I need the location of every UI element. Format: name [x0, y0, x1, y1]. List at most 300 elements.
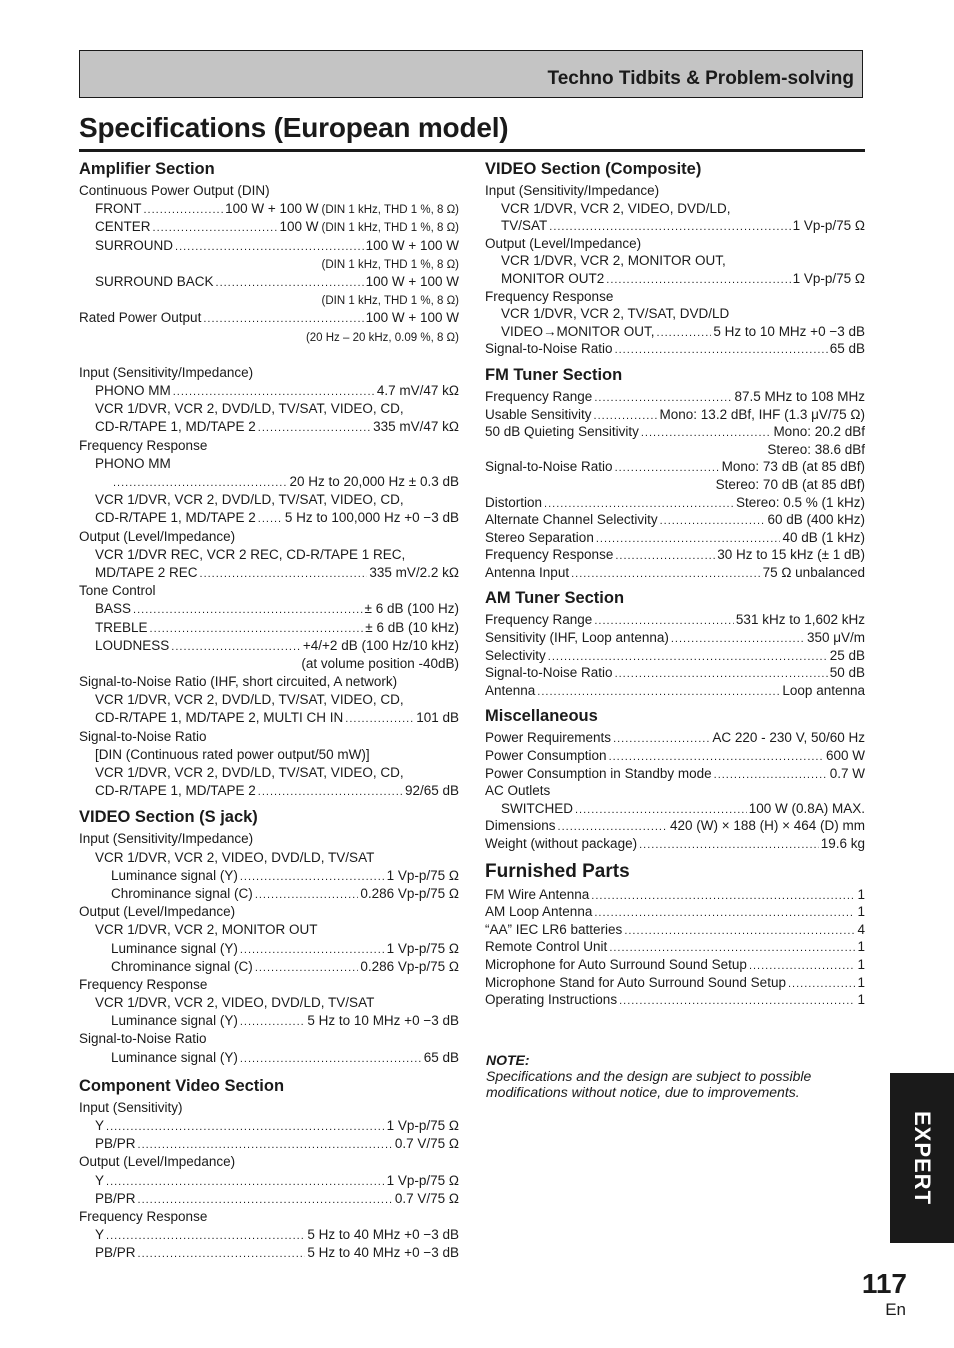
spec-label: MONITOR OUT2: [501, 270, 605, 286]
dot-leader: [138, 1245, 306, 1262]
dot-leader: [544, 496, 734, 512]
spec-label: AM Loop Antenna: [485, 904, 593, 920]
dot-leader: [258, 419, 371, 436]
spec-label: FM Wire Antenna: [485, 886, 590, 902]
spec-row: [485, 235, 865, 253]
chapter-header-bar: [79, 50, 863, 98]
spec-row: [79, 491, 459, 509]
spec-label: Frequency Response: [485, 547, 614, 563]
spec-value: 1 Vp-p/75 Ω: [792, 270, 865, 286]
spec-label: Microphone for Auto Surround Sound Setup: [485, 956, 747, 972]
spec-row: [79, 1153, 459, 1171]
spec-value: 335 mV/47 kΩ: [373, 419, 459, 435]
spec-row: [485, 388, 865, 406]
spec-row: [485, 800, 865, 818]
spec-row: [485, 629, 865, 647]
dot-leader: [575, 802, 747, 818]
spec-row: [485, 991, 865, 1009]
spec-value: 0.286 Vp-p/75 Ω: [360, 958, 459, 974]
spec-row: [79, 958, 459, 976]
spec-label: Input (Sensitivity/Impedance): [79, 831, 254, 847]
dot-leader: [537, 684, 780, 700]
spec-label: Frequency Response: [79, 1208, 208, 1224]
dot-leader: [113, 474, 287, 491]
spec-row: [79, 764, 459, 782]
spec-row: [79, 903, 459, 921]
spec-value: 87.5 MHz to 108 MHz: [734, 388, 865, 404]
spec-value: 100 W + 100 W: [365, 237, 459, 253]
spec-label: VCR 1/DVR, VCR 2, DVD/LD, TV/SAT, VIDEO, CD,: [95, 492, 404, 508]
dot-leader: [255, 886, 359, 903]
spec-label: VCR 1/DVR, VCR 2, DVD/LD, TV/SAT, VIDEO, CD,: [95, 401, 404, 417]
spec-label: CD-R/TAPE 1, MD/TAPE 2: [95, 783, 256, 799]
section-title: Amplifier Section: [79, 160, 215, 178]
spec-label: Frequency Range: [485, 612, 593, 628]
spec-row: [485, 682, 865, 700]
spec-value: 65 dB: [829, 341, 865, 357]
spec-row: [79, 709, 459, 727]
dot-leader: [714, 767, 828, 783]
spec-label: Power Consumption: [485, 748, 607, 764]
spec-value: ± 6 dB (10 kHz): [365, 619, 459, 635]
spec-row: [79, 728, 459, 746]
spec-row: [79, 1049, 459, 1067]
spec-label: SURROUND BACK: [95, 273, 214, 289]
spec-value: 1 Vp-p/75 Ω: [386, 940, 459, 956]
spec-row: [79, 382, 459, 400]
spec-row: [79, 600, 459, 618]
spec-note: (DIN 1 kHz, THD 1 %, 8 Ω): [321, 222, 459, 235]
spec-row: [79, 1135, 459, 1153]
spec-value: 0.7 V/75 Ω: [394, 1190, 459, 1206]
spec-row: [485, 476, 865, 494]
dot-leader: [106, 1173, 385, 1190]
spec-label: Microphone Stand for Auto Surround Sound Setup: [485, 974, 786, 990]
spec-row: [79, 782, 459, 800]
spec-row: [79, 691, 459, 709]
dot-leader: [749, 958, 856, 974]
spec-value: 100 W (0.8A) MAX.: [748, 800, 865, 816]
spec-label: Weight (without package): [485, 836, 638, 851]
spec-label: VCR 1/DVR, VCR 2, VIDEO, DVD/LD,: [501, 200, 731, 216]
section-title: Component Video Section: [79, 1076, 285, 1095]
chapter-title: Techno Tidbits & Problem-solving: [547, 68, 854, 89]
spec-row: [485, 340, 865, 358]
spec-row: [79, 218, 459, 236]
right-column: [485, 160, 865, 1009]
spec-row: [79, 655, 459, 673]
expert-side-tab: [890, 1073, 954, 1243]
page-language: En: [885, 1300, 906, 1319]
dot-leader: [106, 1227, 305, 1244]
spec-label: VCR 1/DVR, VCR 2, DVD/LD, TV/SAT, VIDEO, CD,: [95, 692, 404, 708]
spec-continuation: (DIN 1 kHz, THD 1 %, 8 Ω): [321, 295, 459, 308]
dot-leader: [258, 510, 283, 527]
note-text: Specifications and the design are subject to possible modifications without notice, due to improvements.: [486, 1068, 812, 1100]
spec-label: PHONO MM: [95, 455, 171, 471]
spec-label: Sensitivity (IHF, Loop antenna): [485, 630, 669, 646]
spec-row: [79, 528, 459, 546]
spec-row: [485, 458, 865, 476]
section-title: VIDEO Section (Composite): [485, 160, 702, 178]
spec-row: [79, 885, 459, 903]
spec-row: [485, 921, 865, 939]
note-label: NOTE:: [486, 1052, 530, 1068]
spec-continuation: (DIN 1 kHz, THD 1 %, 8 Ω): [321, 258, 459, 271]
dot-leader: [548, 649, 828, 665]
spec-label: Rated Power Output: [79, 310, 202, 326]
spec-row: [485, 647, 865, 665]
spec-row: [79, 400, 459, 418]
dot-leader: [615, 666, 828, 682]
spec-value: Stereo: 0.5 % (1 kHz): [735, 494, 865, 510]
dot-leader: [591, 888, 855, 904]
spec-value: 101 dB: [416, 710, 459, 726]
spec-row: [79, 1030, 459, 1048]
dot-leader: [153, 219, 278, 236]
spec-label: VCR 1/DVR, VCR 2, VIDEO, DVD/LD, TV/SAT: [95, 995, 375, 1011]
spec-value: 0.7 V/75 Ω: [394, 1136, 459, 1152]
spec-value: 1: [857, 886, 865, 902]
spec-label: Tone Control: [79, 583, 156, 599]
dot-leader: [596, 531, 781, 547]
section-title: VIDEO Section (S jack): [79, 808, 258, 827]
page-title: Specifications (European model): [79, 112, 509, 143]
spec-label: SWITCHED: [501, 800, 573, 816]
spec-row: [485, 529, 865, 547]
spec-row: [79, 1172, 459, 1190]
spec-row: [79, 921, 459, 939]
spec-row: [485, 323, 865, 341]
spec-row: [485, 835, 865, 853]
spec-row: [485, 441, 865, 459]
spec-row: [79, 746, 459, 764]
spec-row: [485, 765, 865, 783]
spec-value: 5 Hz to 40 MHz +0 −3 dB: [307, 1245, 459, 1261]
dot-leader: [615, 342, 828, 358]
spec-label: Chrominance signal (C): [111, 885, 253, 901]
spec-row: [485, 817, 865, 835]
spec-value: Mono: 13.2 dBf, IHF (1.3 μV/75 Ω): [659, 406, 865, 422]
section-title: Miscellaneous: [485, 707, 598, 726]
spec-section: [79, 808, 459, 1066]
spec-section: [79, 1077, 459, 1263]
spec-value: 19.6 kg: [820, 836, 865, 851]
spec-continuation: Stereo: 38.6 dBf: [767, 441, 865, 457]
spec-value: 25 dB: [829, 647, 865, 663]
spec-row: [485, 564, 865, 582]
spec-label: Remote Control Unit: [485, 939, 608, 955]
spec-value: 5 Hz to 10 MHz +0 −3 dB: [713, 323, 865, 339]
spec-row: [485, 217, 865, 235]
spec-label: Frequency Response: [79, 976, 208, 992]
section-title: Furnished Parts: [485, 860, 630, 882]
spec-label: 50 dB Quieting Sensitivity: [485, 424, 639, 440]
spec-label: “AA” IEC LR6 batteries: [485, 921, 623, 937]
spec-label: PHONO MM: [95, 383, 171, 399]
spec-row: [485, 200, 865, 218]
spec-row: [79, 546, 459, 564]
dot-leader: [671, 631, 805, 647]
dot-leader: [609, 749, 824, 765]
section-title: AM Tuner Section: [485, 589, 625, 608]
spec-section: [485, 589, 865, 699]
dot-leader: [558, 819, 668, 835]
spec-label: PB/PR: [95, 1245, 136, 1261]
spec-value: 30 Hz to 15 kHz (± 1 dB): [717, 547, 865, 563]
spec-label: VCR 1/DVR, VCR 2, TV/SAT, DVD/LD: [501, 306, 730, 322]
spec-row: [79, 1226, 459, 1244]
dot-leader: [171, 638, 301, 655]
spec-label: Signal-to-Noise Ratio: [79, 1031, 207, 1047]
spec-label: BASS: [95, 601, 132, 617]
page-number: 117: [861, 1268, 907, 1299]
dot-leader: [619, 993, 855, 1009]
spec-value: 5 Hz to 100,000 Hz +0 −3 dB: [284, 510, 459, 526]
dot-leader: [216, 274, 364, 291]
spec-value: 1: [857, 974, 865, 990]
spec-label: Y: [95, 1227, 105, 1243]
dot-leader: [624, 923, 855, 939]
spec-section: [485, 707, 865, 852]
spec-label: CD-R/TAPE 1, MD/TAPE 2, MULTI CH IN: [95, 710, 344, 726]
spec-value: 1: [857, 904, 865, 920]
spec-row: [79, 509, 459, 527]
spec-row: [79, 473, 459, 491]
spec-value: ± 6 dB (100 Hz): [364, 601, 459, 617]
spec-row: [485, 252, 865, 270]
spec-value: 100 W + 100 W: [365, 273, 459, 289]
spec-row: [485, 974, 865, 992]
spec-row: [79, 200, 459, 218]
spec-label: Alternate Channel Selectivity: [485, 512, 658, 528]
spec-label: FRONT: [95, 201, 142, 217]
dot-leader: [594, 390, 732, 406]
spec-section: [485, 366, 865, 582]
dot-leader: [345, 710, 414, 727]
spec-row: [79, 940, 459, 958]
spec-label: Output (Level/Impedance): [79, 1154, 236, 1170]
spec-value: 600 W: [825, 748, 865, 764]
spec-continuation: (at volume position -40dB): [301, 655, 459, 671]
spec-label: Y: [95, 1172, 105, 1188]
spec-row: [485, 782, 865, 800]
dot-leader: [203, 310, 363, 327]
spec-row: [79, 364, 459, 382]
dot-leader: [594, 905, 855, 921]
spec-row: [79, 673, 459, 691]
spec-label: Antenna Input: [485, 564, 570, 580]
spec-label: LOUDNESS: [95, 637, 170, 653]
spec-label: PB/PR: [95, 1136, 136, 1152]
spec-value: 4.7 mV/47 kΩ: [376, 383, 459, 399]
dot-leader: [641, 425, 772, 441]
spec-row: [79, 328, 459, 346]
spec-label: VCR 1/DVR, VCR 2, MONITOR OUT: [95, 922, 318, 938]
dot-leader: [615, 548, 715, 564]
dot-leader: [594, 613, 734, 629]
spec-value: 4: [857, 921, 865, 937]
spec-row: [485, 288, 865, 306]
spec-value: AC 220 - 230 V, 50/60 Hz: [712, 730, 865, 746]
spec-value: 100 W + 100 W: [225, 201, 319, 217]
dot-leader: [609, 940, 855, 956]
spec-label: Dimensions: [485, 818, 556, 834]
left-column: [79, 160, 459, 1263]
spec-value: 420 (W) × 188 (H) × 464 (D) mm: [669, 818, 865, 834]
spec-label: Signal-to-Noise Ratio: [485, 665, 613, 681]
spec-value: 1 Vp-p/75 Ω: [386, 1118, 459, 1133]
spec-value: Mono: 20.2 dBf: [773, 424, 865, 440]
spec-value: 531 kHz to 1,602 kHz: [735, 612, 865, 628]
dot-leader: [571, 566, 760, 582]
spec-value: 20 Hz to 20,000 Hz ± 0.3 dB: [289, 474, 459, 489]
spec-label: Signal-to-Noise Ratio (IHF, short circuited, A network): [79, 674, 398, 690]
dot-leader: [594, 408, 658, 424]
spec-row: [485, 406, 865, 424]
spec-row: [79, 830, 459, 848]
spec-section: [485, 861, 865, 1009]
spec-label: Continuous Power Output (DIN): [79, 183, 270, 198]
dot-leader: [200, 565, 368, 582]
spec-label: MD/TAPE 2 REC: [95, 564, 198, 580]
spec-row: [485, 423, 865, 441]
spec-label: Output (Level/Impedance): [485, 235, 642, 251]
spec-row: [79, 455, 459, 473]
spec-value: 92/65 dB: [404, 783, 459, 799]
spec-row: [79, 1190, 459, 1208]
spec-row: [79, 637, 459, 655]
spec-value: 60 dB (400 kHz): [767, 512, 865, 528]
spec-label: VCR 1/DVR, VCR 2, DVD/LD, TV/SAT, VIDEO, CD,: [95, 765, 404, 780]
dot-leader: [138, 1191, 393, 1208]
spec-label: Frequency Response: [79, 437, 208, 453]
spec-label: VCR 1/DVR, VCR 2, MONITOR OUT,: [501, 253, 726, 269]
spec-row: [485, 729, 865, 747]
spec-value: 1: [857, 939, 865, 955]
spec-label: CENTER: [95, 219, 151, 235]
spec-row: [79, 237, 459, 255]
spec-value: 1: [857, 956, 865, 972]
spec-value: 50 dB: [829, 665, 865, 681]
dot-leader: [150, 620, 364, 637]
spec-section: [485, 160, 865, 358]
spec-label: Distortion: [485, 494, 543, 510]
spec-value: 5 Hz to 40 MHz +0 −3 dB: [307, 1227, 459, 1243]
spec-label: Luminance signal (Y): [111, 940, 238, 956]
spec-continuation: (20 Hz – 20 kHz, 0.09 %, 8 Ω): [305, 331, 459, 344]
spec-label: Y: [95, 1118, 105, 1133]
dot-leader: [133, 601, 363, 618]
spec-value: 1 Vp-p/75 Ω: [792, 218, 865, 234]
spec-label: Frequency Range: [485, 388, 593, 404]
spec-label: Input (Sensitivity/Impedance): [485, 183, 660, 198]
dot-leader: [106, 1118, 385, 1135]
spec-label: Signal-to-Noise Ratio: [485, 459, 613, 475]
spec-label: Usable Sensitivity: [485, 406, 592, 422]
spec-note: (DIN 1 kHz, THD 1 %, 8 Ω): [321, 204, 459, 217]
spec-label: TREBLE: [95, 619, 148, 635]
spec-row: [79, 582, 459, 600]
spec-row: [79, 619, 459, 637]
spec-row: [485, 938, 865, 956]
spec-row: [485, 182, 865, 200]
spec-row: [485, 664, 865, 682]
spec-row: [485, 494, 865, 512]
dot-leader: [657, 325, 712, 341]
spec-label: Output (Level/Impedance): [79, 904, 236, 920]
spec-row: [485, 305, 865, 323]
dot-leader: [549, 219, 790, 235]
spec-value: 1 Vp-p/75 Ω: [386, 867, 459, 883]
spec-label: PB/PR: [95, 1190, 136, 1206]
spec-label: VCR 1/DVR REC, VCR 2 REC, CD-R/TAPE 1 REC,: [95, 546, 406, 562]
spec-row: [485, 903, 865, 921]
spec-row: [79, 976, 459, 994]
spec-label: CD-R/TAPE 1, MD/TAPE 2: [95, 419, 256, 435]
spec-row: [79, 564, 459, 582]
spec-label: Chrominance signal (C): [111, 958, 253, 974]
spec-label: Output (Level/Impedance): [79, 528, 236, 544]
dot-leader: [240, 1050, 422, 1067]
spec-label: Operating Instructions: [485, 992, 618, 1008]
dot-leader: [144, 201, 224, 218]
spec-section: [79, 160, 459, 800]
spec-row: [79, 273, 459, 291]
spec-row: [79, 867, 459, 885]
spec-label: VCR 1/DVR, VCR 2, VIDEO, DVD/LD, TV/SAT: [95, 849, 375, 865]
spec-label: Frequency Response: [485, 288, 614, 304]
dot-leader: [173, 383, 375, 400]
spec-label: CD-R/TAPE 1, MD/TAPE 2: [95, 510, 256, 526]
note-block: [486, 1052, 866, 1100]
spec-row: [79, 309, 459, 327]
expert-tab-label: EXPERT: [910, 1110, 935, 1206]
spec-row: [485, 511, 865, 529]
spec-label: Signal-to-Noise Ratio: [79, 728, 207, 744]
spec-value: 1: [857, 992, 865, 1008]
spec-value: 0.7 W: [829, 765, 865, 781]
spec-label: SURROUND: [95, 237, 174, 253]
spec-value: 100 W: [279, 219, 319, 235]
spec-row: [79, 994, 459, 1012]
spec-value: 75 Ω unbalanced: [762, 564, 865, 580]
spec-label: Signal-to-Noise Ratio: [485, 341, 613, 357]
dot-leader: [615, 460, 720, 476]
spec-row: [79, 418, 459, 436]
dot-leader: [255, 959, 359, 976]
spec-continuation: Stereo: 70 dB (at 85 dBf): [715, 476, 865, 492]
dot-leader: [613, 731, 710, 747]
spec-value: 335 mV/2.2 kΩ: [369, 564, 459, 580]
spec-row: [485, 611, 865, 629]
spec-label: Luminance signal (Y): [111, 1049, 238, 1065]
spec-row: [79, 182, 459, 200]
spec-value: +4/+2 dB (100 Hz/10 kHz): [302, 637, 459, 653]
spec-label: VIDEO→MONITOR OUT,: [501, 323, 655, 339]
spec-row: [485, 886, 865, 904]
dot-leader: [788, 976, 856, 992]
spec-row: [79, 1117, 459, 1135]
section-title: FM Tuner Section: [485, 365, 623, 384]
spec-value: 5 Hz to 10 MHz +0 −3 dB: [307, 1013, 459, 1029]
spec-value: 350 μV/m: [806, 630, 865, 646]
spec-label: Luminance signal (Y): [111, 1013, 238, 1029]
spec-value: 0.286 Vp-p/75 Ω: [360, 885, 459, 901]
spacer-row: [79, 346, 459, 364]
spec-row: [485, 546, 865, 564]
spec-row: [79, 255, 459, 273]
